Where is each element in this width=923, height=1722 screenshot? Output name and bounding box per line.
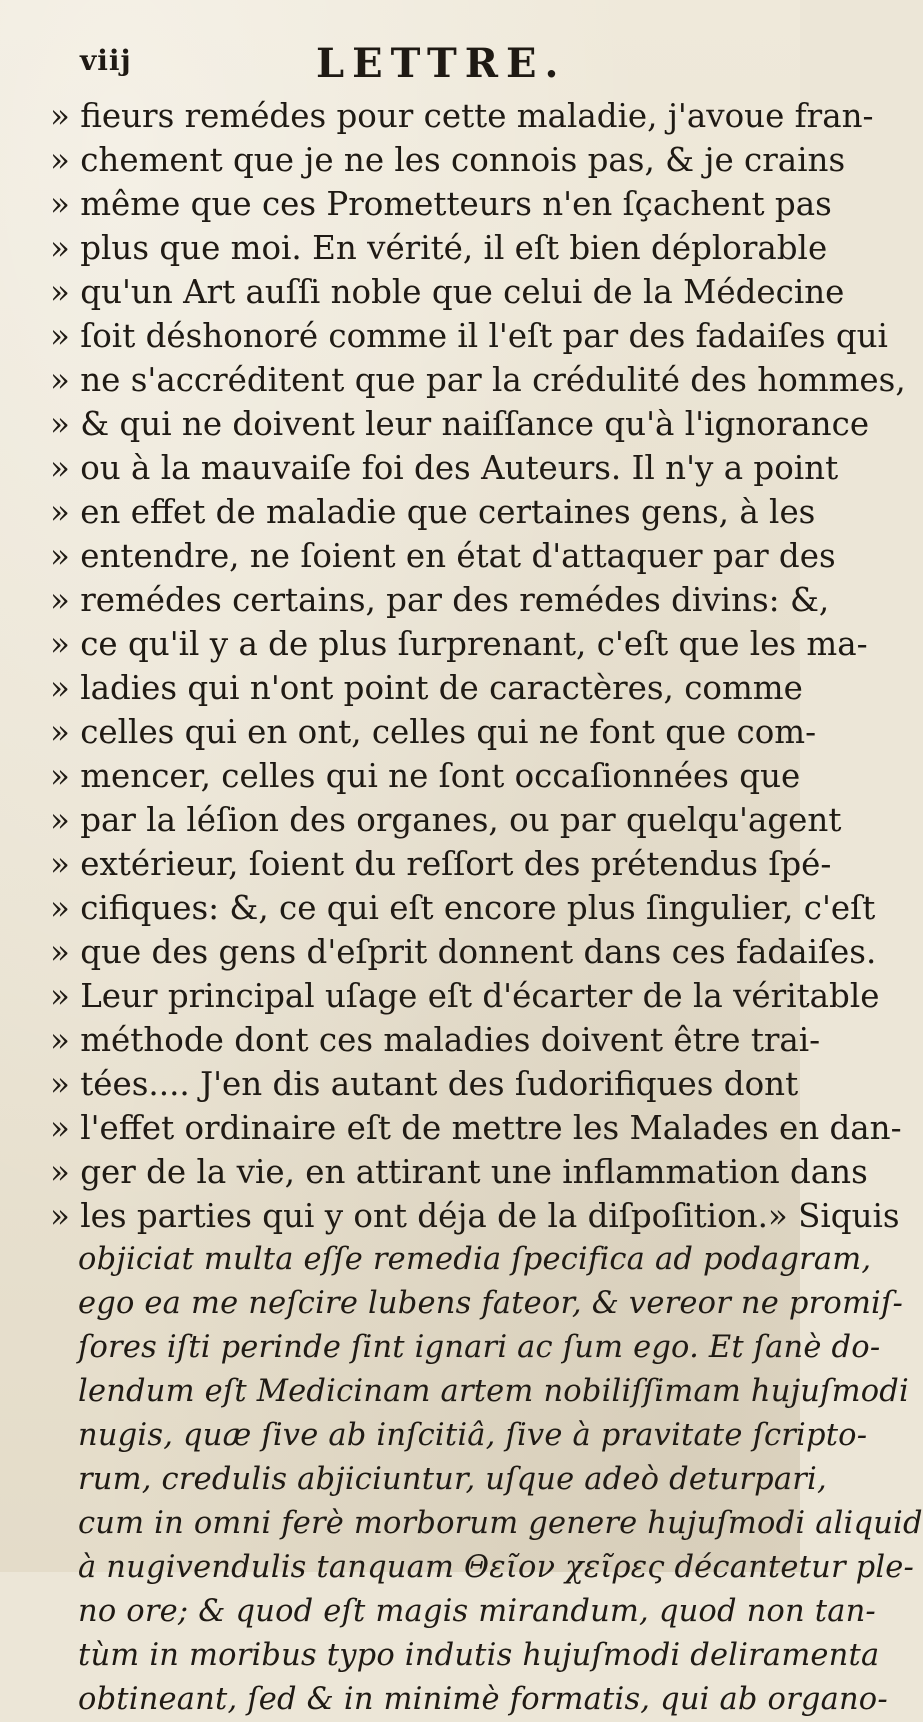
latin-line: à nugivendulis tanquam Θεῖον χεῖρες décantetur ple- [78, 1550, 915, 1585]
text-line: » par la léſion des organes, ou par quelqu'agent [50, 801, 842, 839]
latin-line: ego ea me neſcire lubens fateor, & vereor ne promiſ- [78, 1286, 904, 1321]
text-line: » ne s'accréditent que par la crédulité des hommes, [50, 361, 906, 399]
text-line: » les parties qui y ont déja de la diſpoſition.» Siquis [50, 1197, 900, 1235]
page-header [78, 40, 758, 87]
text-line: » méthode dont ces maladies doivent être trai- [50, 1021, 821, 1059]
body-text [50, 94, 923, 1722]
text-line: » mencer, celles qui ne ſont occaſionnées que [50, 757, 801, 795]
latin-line: ſores iſti perinde ſint ignari ac ſum ego. Et ſanè do- [78, 1330, 881, 1365]
text-line: » & qui ne doivent leur naiſſance qu'à l'ignorance [50, 405, 870, 443]
text-line: » en effet de maladie que certaines gens, à les [50, 493, 816, 531]
text-line: » ſoit déshonoré comme il l'eſt par des fadaiſes qui [50, 317, 888, 355]
latin-line: obtineant, ſed & in minimè formatis, qui ab organo- [78, 1682, 888, 1717]
text-line: » qu'un Art auſſi noble que celui de la Médecine [50, 273, 845, 311]
text-line: » que des gens d'eſprit donnent dans ces fadaiſes. [50, 933, 877, 971]
text-line: » cifiques: &, ce qui eſt encore plus ſingulier, c'eſt [50, 889, 876, 927]
text-line: » tées.... J'en dis autant des ſudorifiques dont [50, 1065, 799, 1103]
text-line: » l'effet ordinaire eſt de mettre les Malades en dan- [50, 1109, 902, 1147]
text-line: » remédes certains, par des remédes divins: &, [50, 581, 830, 619]
latin-line: tùm in moribus typo indutis hujuſmodi deliramenta [78, 1638, 880, 1673]
text-line: » ladies qui n'ont point de caractères, comme [50, 669, 803, 707]
latin-line: objiciat multa eſſe remedia ſpecifica ad podagram, [78, 1242, 872, 1277]
text-line: » chement que je ne les connois pas, & je crains [50, 141, 846, 179]
latin-line: nugis, quæ ſive ab inſcitiâ, ſive à pravitate ſcripto- [78, 1418, 868, 1453]
text-line: » entendre, ne ſoient en état d'attaquer par des [50, 537, 836, 575]
page-number: viij [80, 44, 132, 77]
text-line: » ger de la vie, en attirant une inflammation dans [50, 1153, 868, 1191]
latin-line: lendum eſt Medicinam artem nobiliſſimam hujuſmodi [78, 1374, 909, 1409]
text-line: » même que ces Prometteurs n'en ſçachent pas [50, 185, 832, 223]
text-line: » plus que moi. En vérité, il eſt bien déplorable [50, 229, 828, 267]
latin-line: cum in omni ferè morborum genere hujuſmodi aliquid [78, 1506, 923, 1541]
text-line: » celles qui en ont, celles qui ne font que com- [50, 713, 817, 751]
latin-line: rum, credulis abjiciuntur, uſque adeò deturpari, [78, 1462, 827, 1497]
text-line: » ce qu'il y a de plus ſurprenant, c'eſt que les ma- [50, 625, 868, 663]
text-line: » ou à la mauvaiſe foi des Auteurs. Il n'y a point [50, 449, 839, 487]
text-line: » Leur principal uſage eſt d'écarter de la véritable [50, 977, 880, 1015]
running-head: LETTRE. [316, 40, 567, 87]
text-line: » fieurs remédes pour cette maladie, j'avoue fran- [50, 97, 874, 135]
latin-line: no ore; & quod eſt magis mirandum, quod non tan- [78, 1594, 876, 1629]
text-line: » extérieur, ſoient du reſſort des prétendus ſpé- [50, 845, 832, 883]
